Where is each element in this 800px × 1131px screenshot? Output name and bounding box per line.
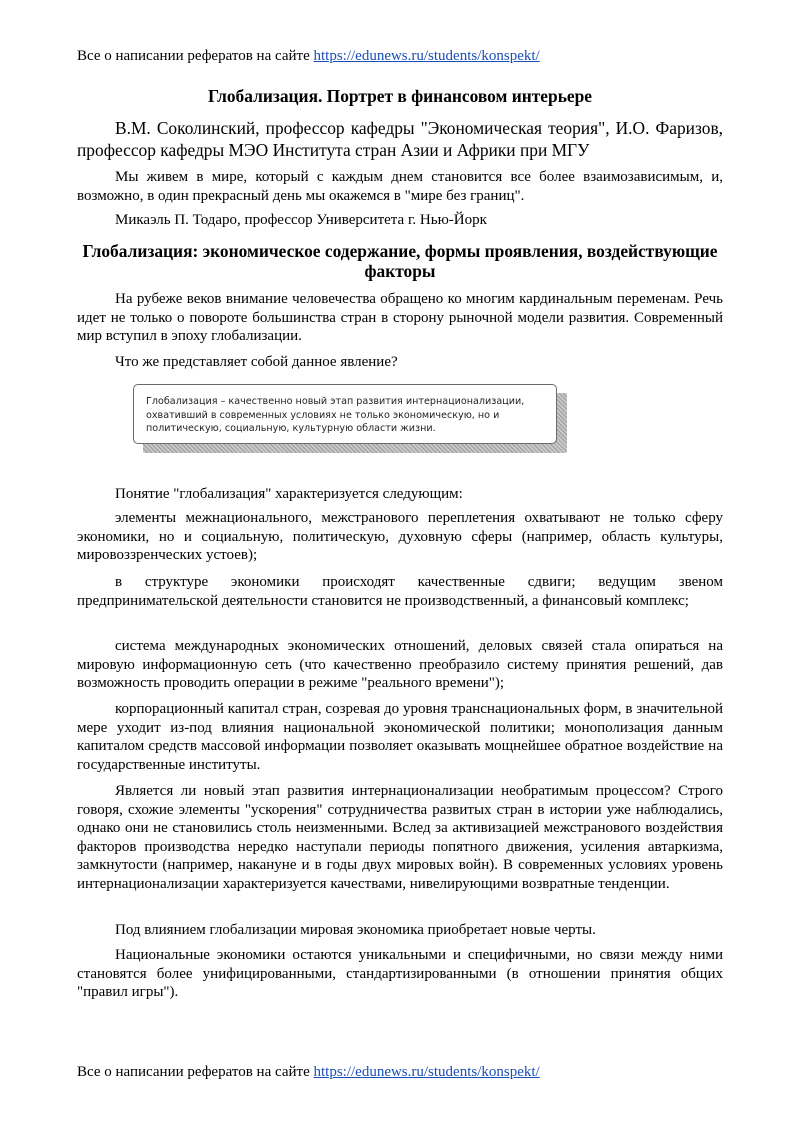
paragraph-new-features: Под влиянием глобализации мировая экономика приобретает новые черты. [115, 922, 596, 938]
footer-link[interactable]: https://edunews.ru/students/konspekt/ [313, 1064, 540, 1080]
epigraph-author: Микаэль П. Тодаро, профессор Университета г. Нью-Йорк [115, 212, 487, 228]
header-text: Все о написании рефератов на сайте [77, 48, 314, 64]
paragraph-intro: На рубеже веков внимание человечества обращено ко многим кардинальным переменам. Речь идет не только о повороте большинства стран в сторону рыночной модели развития. Современный мир вступил в эпоху глобализации. [77, 291, 723, 345]
paragraph-irreversibility: Является ли новый этап развития интернационализации необратимым процессом? Строго говоря, схожие элементы "ускорения" сотрудничества развитых стран в истории уже наблюдались, однако они не становились столь неизменными. Вслед за активизацией межстранового воздействия факторов производства нередко наступали периоды попятного движения, усиления автаркизма, замкнутости (например, накануне и в годы двух мировых войн). В современных условиях уровень интернационализации характеризуется качествами, нивелирующими возвратные тенденции. [77, 783, 723, 892]
section-title: Глобализация: экономическое содержание, формы проявления, воздействующие факторы [82, 241, 718, 281]
paragraph-question: Что же представляет собой данное явление? [115, 354, 398, 370]
paragraph-national-economies: Национальные экономики остаются уникальными и специфичными, но связи между ними становятся более унифицированными, стандартизированными (в отношении принятия общих "правил игры"). [77, 947, 723, 1001]
page-footer [77, 1064, 540, 1081]
document-title: Глобализация. Портрет в финансовом интерьере [207, 86, 593, 106]
definition-callout [133, 384, 557, 444]
header-link[interactable]: https://edunews.ru/students/konspekt/ [313, 48, 540, 64]
authors-paragraph: В.М. Соколинский, профессор кафедры "Экономическая теория", И.О. Фаризов, профессор кафедры МЭО Института стран Азии и Африки при МГУ [77, 118, 723, 160]
epigraph-quote: Мы живем в мире, который с каждым днем становится все более взаимозависимым, и, возможно, в один прекрасный день мы окажемся в "мире без границ". [77, 169, 723, 204]
list-item-capital: корпорационный капитал стран, созревая до уровня транснациональных форм, в значительной мере уходит из-под влияния национальной экономической политики; монополизация данным капиталом средств массовой информации позволяет оказывать мощнейшее обратное воздействие на государственные институты. [77, 701, 723, 773]
page-header [77, 48, 540, 65]
callout-text: Глобализация – качественно новый этап развития интернационализации, охвативший в современных условиях не только экономическую, но и политическую, социальную, культурную области жизни. [146, 396, 525, 435]
paragraph-concept: Понятие "глобализация" характеризуется следующим: [115, 486, 463, 502]
list-item-structure: в структуре экономики происходят качественные сдвиги; ведущим звеном предпринимательской деятельности становится не производственный, а финансовый комплекс; [77, 574, 723, 609]
list-item-spheres: элементы межнационального, межстранового переплетения охватывают не только сферу экономики, но и социальную, политическую, духовную сферы (например, область культуры, мировоззренческих устоев); [77, 510, 723, 564]
footer-text: Все о написании рефератов на сайте [77, 1064, 314, 1080]
list-item-network: система международных экономических отношений, деловых связей стала опираться на мировую информационную сеть (что качественно преобразило систему принятия решений, дав возможность проводить операции в режиме "реального времени"); [77, 638, 723, 692]
